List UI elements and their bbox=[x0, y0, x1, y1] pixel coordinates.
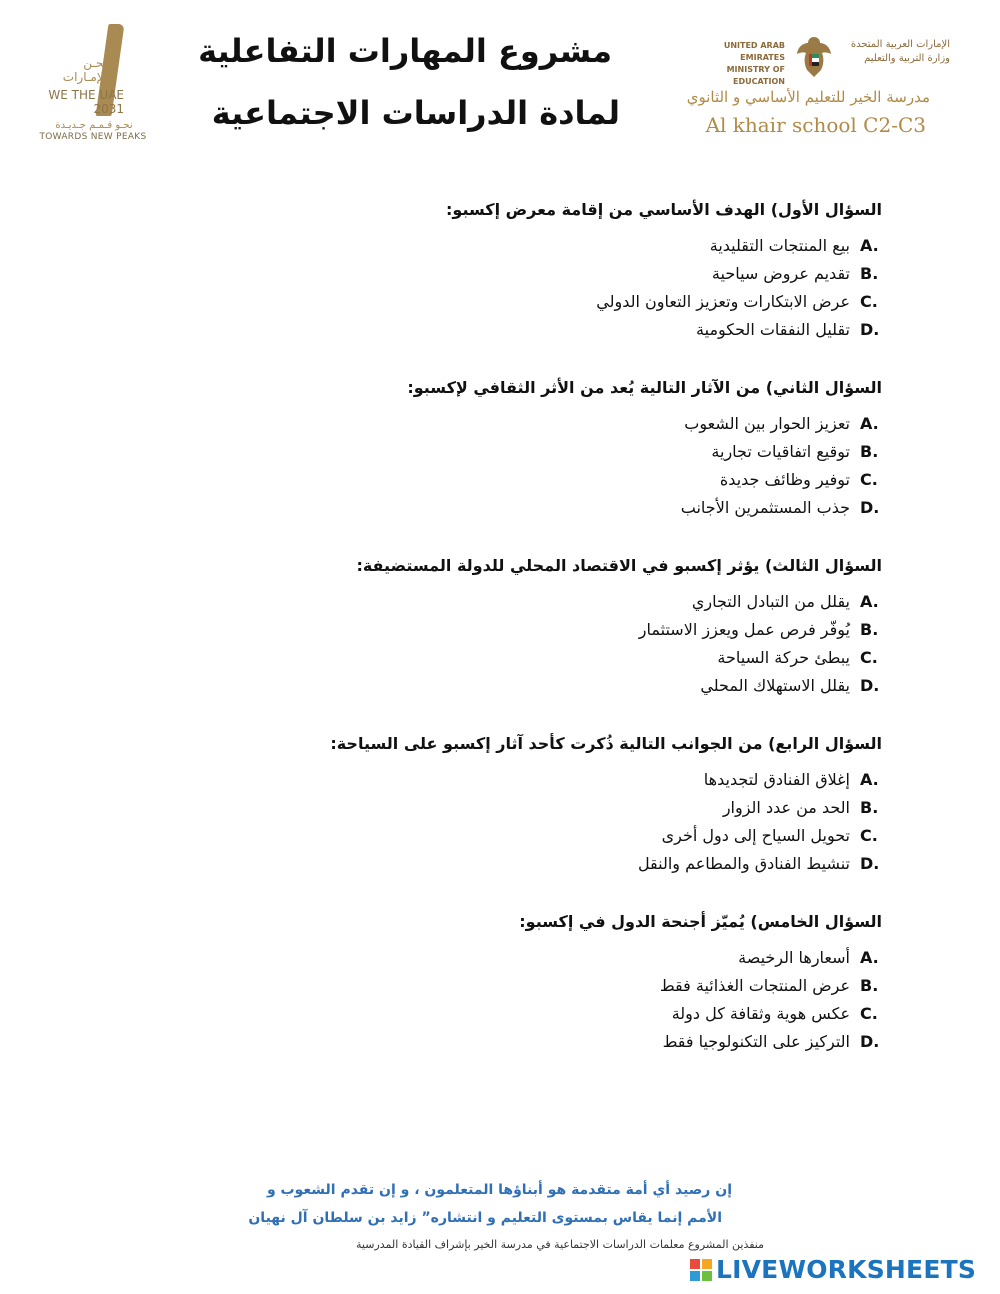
option-text: تعزيز الحوار بين الشعوب bbox=[684, 414, 850, 433]
option-b[interactable] bbox=[182, 260, 882, 288]
option-letter: A. bbox=[860, 236, 879, 255]
liveworksheets-wordmark: LIVEWORKSHEETS bbox=[716, 1255, 977, 1284]
school-name-ar: مدرسة الخير للتعليم الأساسي و الثانوي bbox=[686, 88, 930, 106]
ministry-en-name bbox=[682, 40, 785, 88]
question-list bbox=[182, 196, 882, 1086]
option-c[interactable] bbox=[182, 644, 882, 672]
option-b[interactable] bbox=[182, 972, 882, 1000]
option-letter: C. bbox=[860, 292, 878, 311]
option-text: يقلل من التبادل التجاري bbox=[691, 592, 850, 611]
option-text: عرض المنتجات الغذائية فقط bbox=[659, 976, 850, 995]
ministry-ar-name bbox=[851, 38, 950, 66]
question-text: السؤال الأول) الهدف الأساسي من إقامة معرض إكسبو: bbox=[446, 200, 882, 219]
option-text: يُوفّر فرص عمل ويعزز الاستثمار bbox=[638, 620, 850, 639]
option-text: توقيع اتفاقيات تجارية bbox=[711, 442, 850, 461]
option-text: يبطئ حركة السياحة bbox=[717, 648, 850, 667]
liveworksheets-badge-icon bbox=[690, 1259, 712, 1281]
school-name-en: Al khair school C2-C3 bbox=[705, 113, 926, 137]
option-text: تحويل السياح إلى دول أخرى bbox=[661, 826, 850, 845]
uae-logo-ar-tagline: نحـو قـمـم جـديـدة bbox=[55, 120, 133, 131]
option-letter: C. bbox=[860, 648, 878, 667]
option-c[interactable] bbox=[182, 822, 882, 850]
question-3 bbox=[182, 552, 882, 700]
option-a[interactable] bbox=[182, 410, 882, 438]
question-5 bbox=[182, 908, 882, 1056]
zayed-quote-line1: إن رصيد أي أمة متقدمة هو أبناؤها المتعلمون ، و إن تقدم الشعوب و bbox=[266, 1182, 732, 1198]
option-text: تقديم عروض سياحية bbox=[711, 264, 850, 283]
option-text: تقليل النفقات الحكومية bbox=[696, 320, 850, 339]
project-credit: منفذين المشروع معلمات الدراسات الاجتماعية في مدرسة الخير بإشراف القيادة المدرسية bbox=[356, 1238, 764, 1251]
option-c[interactable] bbox=[182, 1000, 882, 1028]
option-letter: A. bbox=[860, 948, 879, 967]
option-letter: B. bbox=[860, 620, 879, 639]
option-text: الحد من عدد الزوار bbox=[722, 798, 850, 817]
page-title-line1: مشروع المهارات التفاعلية bbox=[198, 32, 612, 70]
option-b[interactable] bbox=[182, 794, 882, 822]
uae-logo-ar-line2: الإمـارات bbox=[62, 70, 107, 84]
option-d[interactable] bbox=[182, 850, 882, 878]
option-text: بيع المنتجات التقليدية bbox=[709, 236, 850, 255]
question-text: السؤال الرابع) من الجوانب التالية ذُكرت كأحد آثار إكسبو على السياحة: bbox=[330, 734, 882, 753]
option-letter: C. bbox=[860, 1004, 878, 1023]
option-text: عكس هوية وثقافة كل دولة bbox=[671, 1004, 850, 1023]
option-text: التركيز على التكنولوجيا فقط bbox=[662, 1032, 850, 1051]
ministry-of-education-logo bbox=[672, 34, 962, 84]
option-letter: A. bbox=[860, 414, 879, 433]
question-text: السؤال الثاني) من الآثار التالية يُعد من الأثر الثقافي لإكسبو: bbox=[407, 378, 882, 397]
ministry-ar-line1: الإمارات العربية المتحدة bbox=[850, 39, 950, 50]
ministry-ar-line2: وزارة التربية والتعليم bbox=[864, 53, 950, 64]
option-letter: B. bbox=[860, 798, 879, 817]
uae-logo-ar-line1: نحـن bbox=[83, 56, 107, 70]
option-a[interactable] bbox=[182, 232, 882, 260]
option-a[interactable] bbox=[182, 944, 882, 972]
option-text: يقلل الاستهلاك المحلي bbox=[700, 676, 850, 695]
uae-logo-en-tagline: TOWARDS NEW PEAKS bbox=[39, 132, 147, 142]
option-letter: C. bbox=[860, 470, 878, 489]
option-d[interactable] bbox=[182, 672, 882, 700]
option-letter: B. bbox=[860, 976, 879, 995]
option-b[interactable] bbox=[182, 438, 882, 466]
option-text: أسعارها الرخيصة bbox=[738, 948, 850, 967]
zayed-quote-line2: الأمم إنما يقاس بمستوى التعليم و انتشاره” زايد بن سلطان آل نهيان bbox=[248, 1210, 722, 1226]
option-c[interactable] bbox=[182, 466, 882, 494]
option-letter: B. bbox=[860, 264, 879, 283]
option-d[interactable] bbox=[182, 1028, 882, 1056]
option-letter: A. bbox=[860, 770, 879, 789]
we-the-uae-logo bbox=[38, 22, 153, 147]
uae-logo-en-line2: 2031 bbox=[93, 102, 124, 116]
option-letter: D. bbox=[860, 854, 880, 873]
question-text: السؤال الخامس) يُميّز أجنحة الدول في إكسبو: bbox=[519, 912, 882, 931]
ministry-en-line1: UNITED ARAB EMIRATES bbox=[723, 41, 785, 62]
option-text: تنشيط الفنادق والمطاعم والنقل bbox=[637, 854, 850, 873]
option-letter: D. bbox=[860, 498, 880, 517]
page-title-line2: لمادة الدراسات الاجتماعية bbox=[211, 94, 620, 132]
option-text: عرض الابتكارات وتعزيز التعاون الدولي bbox=[596, 292, 850, 311]
option-text: توفير وظائف جديدة bbox=[719, 470, 850, 489]
option-letter: D. bbox=[860, 320, 880, 339]
option-text: إغلاق الفنادق لتجديدها bbox=[703, 770, 850, 789]
option-letter: A. bbox=[860, 592, 879, 611]
question-1 bbox=[182, 196, 882, 344]
option-b[interactable] bbox=[182, 616, 882, 644]
question-4 bbox=[182, 730, 882, 878]
option-a[interactable] bbox=[182, 766, 882, 794]
ministry-en-line2: MINISTRY OF EDUCATION bbox=[726, 65, 785, 86]
option-d[interactable] bbox=[182, 494, 882, 522]
falcon-emblem-icon bbox=[794, 34, 834, 80]
option-letter: B. bbox=[860, 442, 879, 461]
question-2 bbox=[182, 374, 882, 522]
option-letter: D. bbox=[860, 676, 880, 695]
uae-logo-en-line1: WE THE UAE bbox=[48, 88, 124, 102]
question-text: السؤال الثالث) يؤثر إكسبو في الاقتصاد المحلي للدولة المستضيفة: bbox=[356, 556, 882, 575]
option-letter: D. bbox=[860, 1032, 880, 1051]
option-c[interactable] bbox=[182, 288, 882, 316]
option-letter: C. bbox=[860, 826, 878, 845]
option-d[interactable] bbox=[182, 316, 882, 344]
liveworksheets-logo[interactable] bbox=[690, 1255, 990, 1285]
option-a[interactable] bbox=[182, 588, 882, 616]
option-text: جذب المستثمرين الأجانب bbox=[680, 498, 850, 517]
